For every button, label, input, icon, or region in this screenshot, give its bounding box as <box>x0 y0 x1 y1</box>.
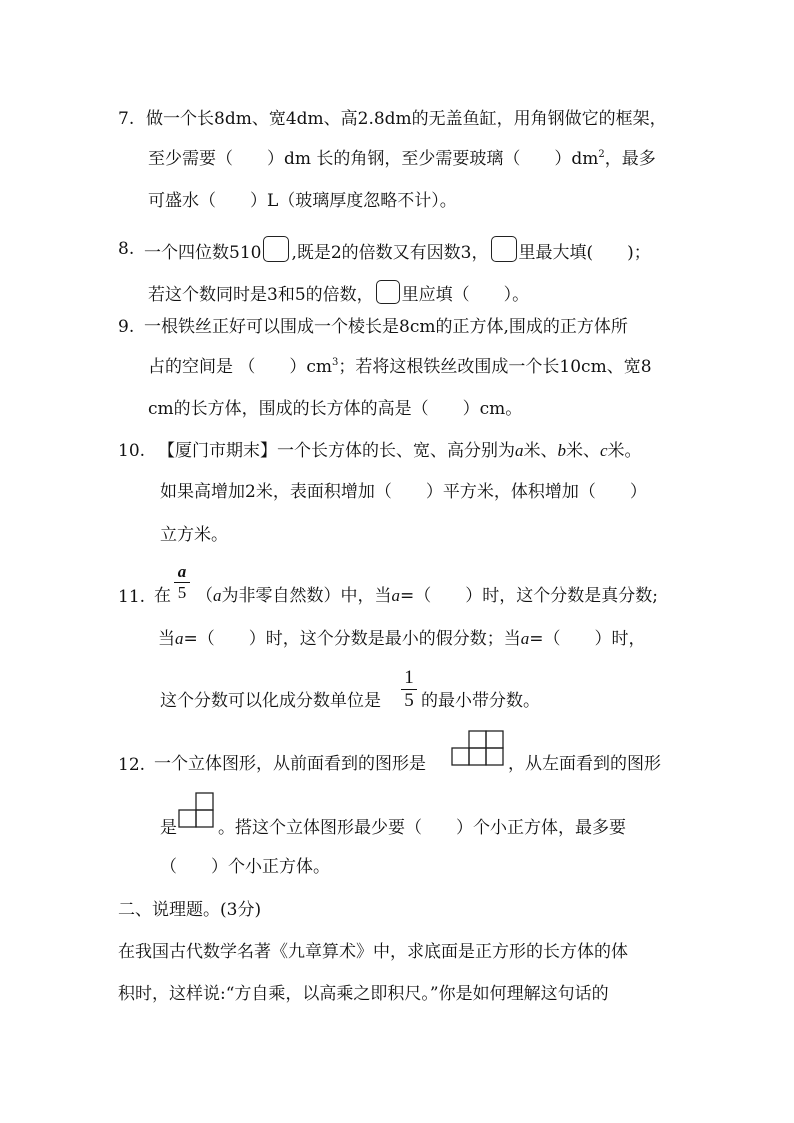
q11-line-1-text: 为非零自然数）中，当 <box>221 586 392 606</box>
q7-number: 7. <box>118 109 135 129</box>
q7-line-2-text: 至少需要（ ）dm 长的角钢，至少需要玻璃（ ）dm <box>148 149 599 169</box>
section2-title: 二、说理题。(3分) <box>118 900 262 920</box>
q7-superscript: 2 <box>598 149 605 160</box>
q11-line-2-head: 当 <box>158 629 175 649</box>
q8-line-1 <box>144 236 651 264</box>
q9-number: 9. <box>118 317 135 337</box>
q9-line-2 <box>148 356 652 378</box>
q11-fraction2-numerator: 1 <box>404 667 414 688</box>
q11-fraction-1-over-5 <box>401 667 417 712</box>
q10-unit-3: 米。 <box>607 441 642 461</box>
q11-line-1-open: （ <box>196 586 213 606</box>
q11-line-3-tail: 的最小带分数。 <box>421 691 540 711</box>
q12-number: 12. <box>118 755 146 775</box>
q7-line-2 <box>148 148 656 170</box>
q10-line-3: 立方米。 <box>160 525 228 545</box>
q10-number: 10. <box>118 441 146 461</box>
q11-line-1-tail: =（ ）时，这个分数是真分数; <box>400 586 658 606</box>
q8-blank-box-1 <box>263 236 289 262</box>
q9-superscript: 3 <box>332 357 339 368</box>
q11-line-2-tail: =（ ）时， <box>529 629 646 649</box>
q11-zai: 在 <box>154 586 171 606</box>
q11-var-a-4: a <box>520 629 530 648</box>
q9-line-2-text: 占的空间是 （ ）cm <box>148 357 333 377</box>
q11-line-3: 这个分数可以化成分数单位是 <box>160 691 381 711</box>
q12-front-view-figure <box>451 730 507 766</box>
q12-left-view-figure <box>178 792 218 828</box>
q10-var-c: c <box>600 441 608 460</box>
q8-blank-box-3 <box>376 280 400 304</box>
q8-line-2-tail: 里应填（ ）。 <box>401 285 530 305</box>
q10-line-1 <box>158 440 642 462</box>
q10-unit-1: 米、 <box>523 441 558 461</box>
section2-paragraph-line-1: 在我国古代数学名著《九章算术》中，求底面是正方形的长方体的体 <box>118 942 628 962</box>
q8-blank-box-2 <box>491 236 517 262</box>
q10-var-a: a <box>515 441 524 460</box>
q11-fraction-denominator: 5 <box>174 582 190 603</box>
q8-line-1-mid: ,既是2的倍数又有因数3， <box>291 243 489 263</box>
q11-line-2 <box>158 628 646 650</box>
q8-line-2-text: 若这个数同时是3和5的倍数， <box>148 285 374 305</box>
q11-fraction2-denominator: 5 <box>401 689 417 712</box>
q7-line-1: 做一个长8dm、宽4dm、高2.8dm的无盖鱼缸，用角钢做它的框架， <box>146 109 667 129</box>
q10-var-b: b <box>557 441 566 460</box>
q9-line-3: cm的长方体，围成的长方体的高是（ ）cm。 <box>148 399 523 419</box>
q12-line-3: （ ）个小正方体。 <box>160 857 330 877</box>
q11-fraction-a-over-5 <box>174 562 190 603</box>
q8-line-1-tail: 里最大填( )； <box>518 243 651 263</box>
q10-line-2: 如果高增加2米，表面积增加（ ）平方米，体积增加（ ） <box>160 482 647 502</box>
q8-number: 8. <box>118 239 135 259</box>
q8-line-1-text: 一个四位数510 <box>144 243 262 263</box>
q11-var-a-1: a <box>213 586 222 605</box>
q11-var-a-2: a <box>391 586 400 605</box>
q11-number: 11. <box>118 587 146 607</box>
q12-line-2-head: 是 <box>160 818 177 838</box>
q7-line-3: 可盛水（ ）L（玻璃厚度忽略不计）。 <box>148 191 457 211</box>
q12-line-1-text: 一个立体图形，从前面看到的图形是 <box>154 754 426 774</box>
q12-line-2-text: 。搭这个立体图形最少要（ ）个小正方体，最多要 <box>218 818 626 838</box>
q10-line-1-text: 【厦门市期末】一个长方体的长、宽、高分别为 <box>158 441 515 461</box>
q9-line-2-tail: ；若将这根铁丝改围成一个长10cm、宽8 <box>338 357 652 377</box>
q7-line-2-tail: ，最多 <box>604 149 656 169</box>
section2-paragraph-line-2: 积时，这样说:“方自乘，以高乘之即积尺。”你是如何理解这句话的 <box>118 984 609 1004</box>
q11-line-1 <box>196 585 658 607</box>
q12-line-1-tail: ，从左面看到的图形 <box>508 754 661 774</box>
q9-line-1: 一根铁丝正好可以围成一个棱长是8cm的正方体,围成的正方体所 <box>144 317 628 337</box>
q11-fraction-numerator: a <box>177 562 187 581</box>
q11-var-a-3: a <box>175 629 184 648</box>
q8-line-2 <box>148 280 529 306</box>
q10-unit-2: 米、 <box>566 441 600 461</box>
q11-line-2-text: =（ ）时，这个分数是最小的假分数；当 <box>183 629 521 649</box>
